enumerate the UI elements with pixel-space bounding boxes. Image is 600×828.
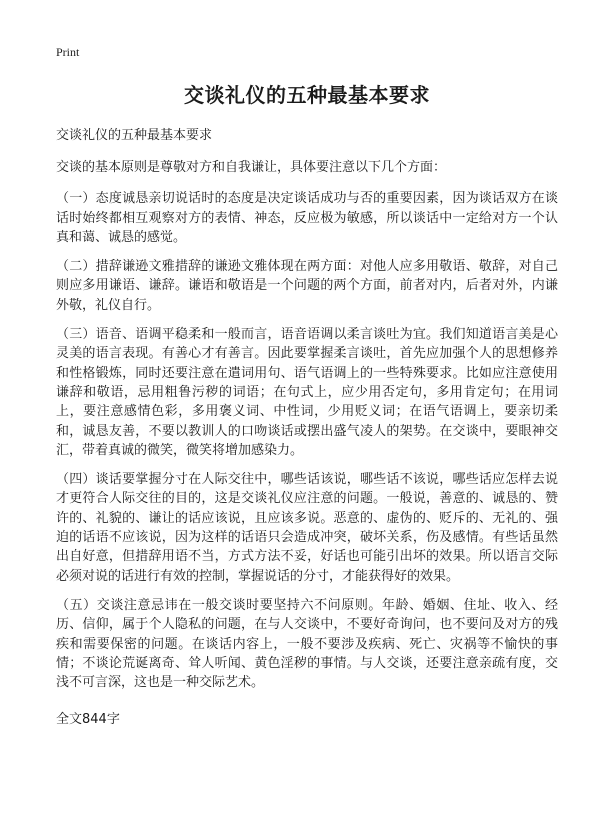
document-subtitle: 交谈礼仪的五种最基本要求 bbox=[56, 128, 213, 143]
intro-paragraph: 交谈的基本原则是尊敬对方和自我谦让，具体要注意以下几个方面： bbox=[56, 160, 447, 175]
paragraph-2: （二）措辞谦逊文雅措辞的谦逊文雅体现在两方面：对他人应多用敬语、敬辞，对自己则应多用谦语、谦辞。谦语和敬语是一个问题的两个方面，前者对内，后者对外，内谦外敬，礼仪自行。 bbox=[56, 259, 558, 313]
print-label: Print bbox=[56, 45, 80, 59]
document-title: 交谈礼仪的五种最基本要求 bbox=[184, 83, 430, 107]
paragraph-1: （一）态度诚恳亲切说话时的态度是决定谈话成功与否的重要因素，因为谈话双方在谈话时始终都相互观察对方的表情、神态，反应极为敏感，所以谈话中一定给对方一个认真和蔼、诚恳的感觉。 bbox=[56, 191, 558, 245]
paragraph-5: （五）交谈注意忌讳在一般交谈时要坚持六不问原则。年龄、婚姻、住址、收入、经历、信仰，属于个人隐私的问题，在与人交谈中，不要好奇询问，也不要问及对方的残疾和需要保密的问题。在谈话内容上，一般不要涉及疾病、死亡、灾祸等不愉快的事情；不谈论荒诞离奇、耸人听闻、黄色淫秽的事情。与人交谈，还要注意亲疏有度，交浅不可言深，这也是一种交际艺术。 bbox=[56, 597, 558, 691]
paragraph-3: （三）语音、语调平稳柔和一般而言，语音语调以柔言谈吐为宜。我们知道语言美是心灵美的语言表现。有善心才有善言。因此要掌握柔言谈吐，首先应加强个人的思想修养和性格锻炼，同时还要注意在遣词用句、语气语调上的一些特殊要求。比如应注意使用谦辞和敬语，忌用粗鲁污秽的词语；在句式上，应少用否定句，多用肯定句；在用词上，要注意感情色彩，多用褒义词、中性词，少用贬义词；在语气语调上，要亲切柔和，诚恳友善，不要以教训人的口吻谈话或摆出盛气凌人的架势。在交谈中，要眼神交汇，带着真诚的微笑，微笑将增加感染力。 bbox=[56, 327, 558, 458]
word-count: 全文844字 bbox=[56, 712, 120, 728]
paragraph-4: （四）谈话要掌握分寸在人际交往中，哪些话该说，哪些话不该说，哪些话应怎样去说才更符合人际交往的目的，这是交谈礼仪应注意的问题。一般说，善意的、诚恳的、赞许的、礼貌的、谦让的话应该说，且应该多说。恶意的、虚伪的、贬斥的、无礼的、强迫的话语不应该说，因为这样的话语只会造成冲突，破坏关系，伤及感情。有些话虽然出自好意，但措辞用语不当，方式方法不妥，好话也可能引出坏的效果。所以语言交际必须对说的话进行有效的控制，掌握说话的分寸，才能获得好的效果。 bbox=[56, 472, 558, 584]
